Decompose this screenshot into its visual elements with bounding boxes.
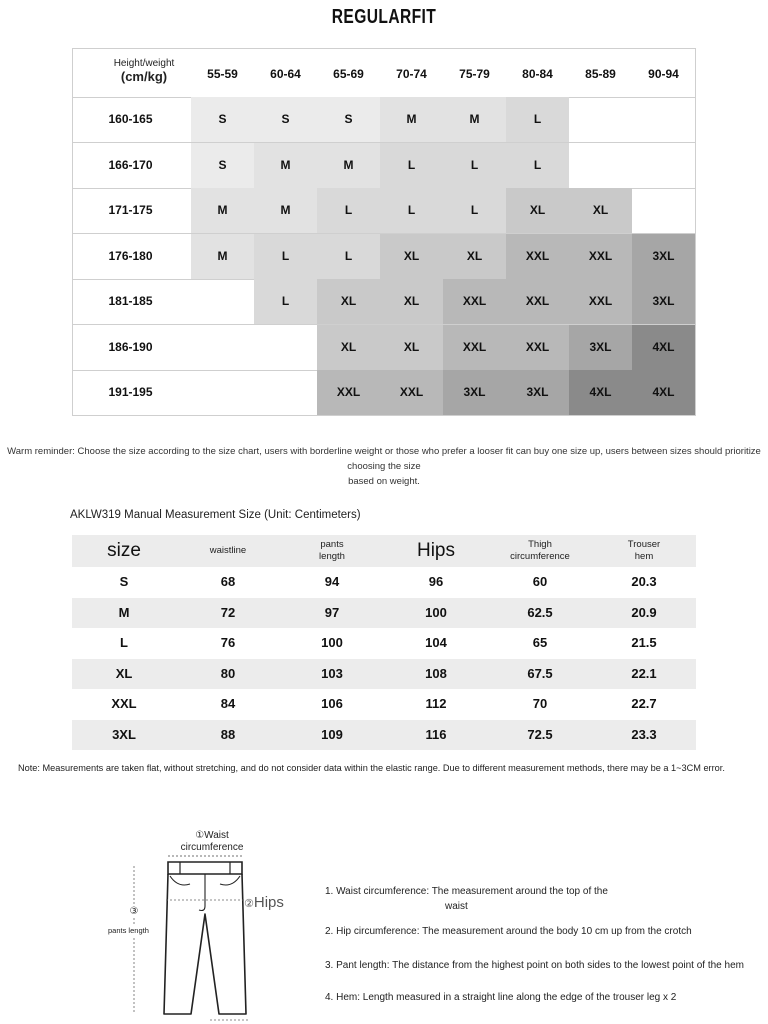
measurement-header-text — [210, 545, 246, 557]
measurement-cell: 70 — [532, 696, 548, 711]
size-cell: XL — [506, 188, 569, 233]
size-chart — [72, 48, 696, 416]
size-cell: XXL — [317, 370, 380, 415]
size-cell — [254, 325, 317, 370]
size-cell: L — [380, 143, 443, 188]
size-cell: XL — [380, 325, 443, 370]
measurement-header-line1: Trouser — [627, 539, 661, 550]
measurement-cell: 100 — [425, 604, 447, 620]
height-label: 160-165 — [108, 112, 153, 126]
size-cell — [191, 279, 254, 324]
measurement-header-line2: length — [319, 551, 345, 562]
size-cell: XL — [443, 234, 506, 279]
size-cell: M — [254, 188, 317, 233]
measurement-cell: M — [118, 604, 130, 620]
size-cell: S — [254, 97, 317, 142]
measurement-cell: XL — [115, 665, 133, 681]
measurement-cell: 84 — [220, 696, 236, 711]
measurement-cell: 103 — [321, 665, 343, 681]
measurement-cell: 100 — [321, 635, 343, 650]
size-cell: XL — [317, 325, 380, 370]
measurement-cell: 106 — [321, 696, 343, 711]
measurement-cell: 80 — [220, 665, 236, 681]
size-cell: L — [380, 188, 443, 233]
size-cell: XXL — [443, 279, 506, 324]
measurement-cell: S — [119, 574, 129, 589]
size-cell: 3XL — [632, 279, 695, 324]
size-cell: M — [254, 143, 317, 188]
size-cell: L — [254, 279, 317, 324]
measurement-header-text — [107, 540, 141, 561]
size-cell — [569, 97, 632, 142]
size-cell — [632, 188, 695, 233]
size-cell: L — [443, 143, 506, 188]
warm-reminder — [0, 444, 768, 489]
waist-label — [172, 830, 252, 854]
measurement-cell: 20.9 — [631, 604, 657, 620]
measurement-header-line2: circumference — [510, 551, 570, 562]
size-cell: XXL — [380, 370, 443, 415]
measurement-title: AKLW319 Manual Measurement Size (Unit: Centimeters) — [70, 509, 361, 521]
hips-label — [244, 894, 284, 913]
measurement-header-line1: pants — [320, 539, 344, 550]
instruction-line1: 1. Waist circumference: The measurement around the top of the — [325, 886, 608, 897]
height-label: 186-190 — [108, 339, 153, 354]
size-cell — [632, 143, 695, 188]
measurement-cell: 21.5 — [631, 635, 657, 650]
size-cell: 4XL — [632, 370, 695, 415]
size-cell: XL — [380, 279, 443, 324]
instruction-item — [325, 924, 692, 939]
size-cell — [632, 97, 695, 142]
size-cell: L — [254, 234, 317, 279]
measurement-cell: 112 — [425, 696, 447, 711]
size-cell: M — [443, 97, 506, 142]
size-chart-row — [73, 143, 695, 189]
corner-label-line2: (cm/kg) — [120, 69, 168, 84]
instruction-item — [325, 958, 744, 973]
weight-header: 80-84 — [522, 67, 553, 81]
measurement-row — [72, 628, 696, 659]
size-cell: M — [380, 97, 443, 142]
measurement-row — [72, 659, 696, 690]
measurement-header — [592, 535, 696, 567]
measurement-header-text — [416, 540, 455, 561]
measurement-cell: 76 — [220, 635, 236, 650]
measurement-cell: 65 — [532, 635, 548, 650]
measurement-header-row — [72, 535, 696, 567]
size-cell — [191, 325, 254, 370]
page-title: REGULARFIT — [331, 6, 437, 28]
height-label: 181-185 — [108, 294, 153, 308]
instruction-line1: 2. Hip circumference: The measurement around the body 10 cm up from the crotch — [325, 926, 692, 937]
pants-length-marker: ③ — [118, 906, 150, 918]
size-cell: L — [443, 188, 506, 233]
height-label: 176-180 — [108, 248, 153, 263]
warm-reminder-line2: based on weight. — [348, 476, 420, 487]
hips-marker: ② — [244, 898, 254, 910]
measurement-table — [72, 535, 696, 750]
measurement-header-line1: size — [107, 540, 141, 561]
size-cell: M — [191, 188, 254, 233]
size-cell: S — [191, 97, 254, 142]
measurement-cell: 20.3 — [631, 574, 657, 589]
weight-header: 65-69 — [333, 67, 364, 81]
measurement-cell: 96 — [428, 574, 444, 589]
measurement-cell: 72 — [220, 604, 236, 620]
measurement-header-text — [510, 539, 570, 563]
pants-diagram — [100, 826, 330, 1024]
size-cell: S — [317, 97, 380, 142]
size-chart-row — [73, 234, 695, 280]
size-cell: 3XL — [443, 370, 506, 415]
measurement-row — [72, 598, 696, 629]
weight-header: 55-59 — [207, 67, 238, 81]
measurement-header — [384, 535, 488, 567]
measurement-row — [72, 720, 696, 751]
size-cell — [569, 143, 632, 188]
measurement-cell: 22.1 — [631, 665, 657, 681]
instruction-line2: waist — [445, 901, 468, 912]
measurement-cell: 62.5 — [527, 604, 553, 620]
measurement-note: Note: Measurements are taken flat, without stretching, and do not consider data within the elastic range. Due to different measurement methods, there may be a 1~3CM error. — [18, 763, 725, 773]
measurement-cell: 3XL — [112, 726, 136, 742]
size-cell: 3XL — [569, 325, 632, 370]
size-chart-row — [73, 325, 695, 371]
waist-label-line1: Waist — [204, 830, 229, 841]
height-label: 171-175 — [108, 203, 153, 217]
measurement-cell: 72.5 — [527, 726, 553, 742]
measurement-header — [280, 535, 384, 567]
size-chart-row — [73, 97, 695, 143]
instruction-line1: 3. Pant length: The distance from the highest point on both sides to the lowest point of the hem — [325, 960, 744, 971]
size-cell: XL — [569, 188, 632, 233]
measurement-cell: 109 — [321, 726, 343, 742]
size-cell: M — [191, 234, 254, 279]
size-cell: 3XL — [506, 370, 569, 415]
corner-label — [89, 57, 199, 83]
measurement-cell: 23.3 — [631, 726, 657, 742]
measurement-row — [72, 567, 696, 598]
measurement-header — [176, 535, 280, 567]
measurement-cell: 67.5 — [527, 665, 553, 681]
measurement-row — [72, 689, 696, 720]
size-chart-header — [73, 49, 695, 98]
size-cell: L — [506, 97, 569, 142]
measurement-header-line1: Thigh — [528, 539, 552, 550]
size-cell: M — [317, 143, 380, 188]
measurement-header — [488, 535, 592, 567]
measurement-cell: 116 — [425, 726, 447, 742]
corner-label-line1: Height/weight — [113, 58, 175, 69]
measurement-cell: 94 — [324, 574, 340, 589]
measurement-header-line1: waistline — [209, 545, 247, 556]
measurement-cell: 22.7 — [631, 696, 657, 711]
size-cell: XXL — [569, 279, 632, 324]
measurement-cell: 88 — [220, 726, 236, 742]
size-cell — [191, 370, 254, 415]
size-cell: XL — [317, 279, 380, 324]
size-cell: L — [317, 188, 380, 233]
size-cell: XXL — [506, 234, 569, 279]
size-cell: 4XL — [569, 370, 632, 415]
weight-header: 85-89 — [585, 67, 616, 81]
size-cell: XXL — [569, 234, 632, 279]
size-cell: 4XL — [632, 325, 695, 370]
size-cell: 3XL — [632, 234, 695, 279]
size-cell: XXL — [443, 325, 506, 370]
size-cell: L — [317, 234, 380, 279]
instruction-line1: 4. Hem: Length measured in a straight line along the edge of the trouser leg x 2 — [325, 992, 677, 1003]
measurement-cell: 108 — [425, 665, 447, 681]
size-chart-row — [73, 188, 695, 234]
height-label: 166-170 — [108, 157, 153, 172]
measurement-cell: XXL — [111, 696, 137, 711]
measurement-header-line2: hem — [634, 551, 654, 562]
waist-marker: ① — [195, 830, 205, 841]
weight-header: 60-64 — [270, 67, 301, 81]
measurement-cell: 68 — [220, 574, 236, 589]
size-chart-row — [73, 279, 695, 325]
weight-header: 70-74 — [396, 67, 427, 81]
measurement-header-text — [628, 539, 660, 563]
size-cell: XL — [380, 234, 443, 279]
size-chart-row — [73, 370, 695, 416]
pants-length-label: pants length — [108, 926, 149, 935]
measurement-cell: L — [120, 635, 128, 650]
size-cell: L — [506, 143, 569, 188]
measurement-cell: 104 — [425, 635, 447, 650]
hips-label-text: Hips — [253, 894, 284, 911]
weight-header: 90-94 — [648, 67, 679, 81]
measurement-header-line1: Hips — [416, 540, 455, 561]
waist-label-line2: circumference — [180, 842, 244, 853]
measurement-cell: 60 — [532, 574, 548, 589]
instruction-item — [325, 884, 608, 914]
height-label: 191-195 — [108, 385, 153, 399]
size-cell: S — [191, 143, 254, 188]
size-cell: XXL — [506, 279, 569, 324]
size-cell — [254, 370, 317, 415]
measurement-cell: 97 — [324, 604, 340, 620]
warm-reminder-line1: Warm reminder: Choose the size according to the size chart, users with borderline weight or those who prefer a looser fit can buy one size up, users between sizes should prioritize choosing the size — [7, 446, 761, 472]
instruction-item — [325, 990, 676, 1005]
measurement-header — [72, 535, 176, 567]
weight-header: 75-79 — [459, 67, 490, 81]
measurement-header-text — [319, 539, 345, 563]
size-cell: XXL — [506, 325, 569, 370]
